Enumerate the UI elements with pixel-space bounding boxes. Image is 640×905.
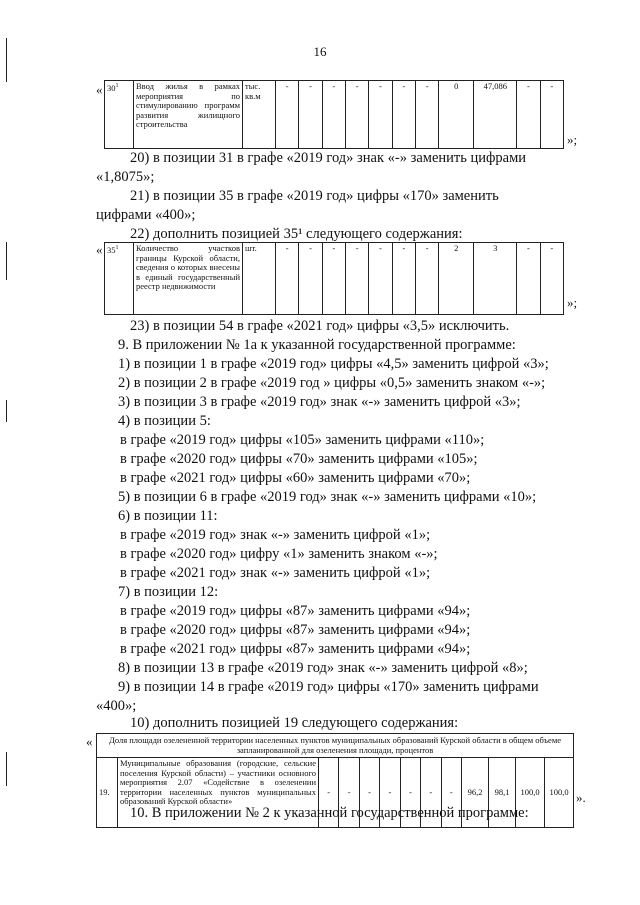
text-line: 9. В приложении № 1а к указанной государственной программе: xyxy=(118,337,516,353)
text-line: 22) дополнить позицией 35¹ следующего содержания: xyxy=(130,226,463,242)
value-cell: 96,2 xyxy=(462,758,489,828)
table-position-30-1 xyxy=(104,80,564,149)
value-cell: - xyxy=(392,243,415,315)
open-quote: « xyxy=(96,82,103,97)
position-cell: $35^1$ xyxy=(105,243,134,315)
margin-mark-mid xyxy=(6,242,7,280)
value-cell: - xyxy=(392,81,415,149)
value-cell: 3 xyxy=(474,243,517,315)
value-cell: - xyxy=(400,758,420,828)
value-cell: - xyxy=(415,81,438,149)
value-cell: 98,1 xyxy=(489,758,516,828)
value-cell: - xyxy=(322,243,345,315)
value-cell: - xyxy=(276,81,299,149)
unit-cell: шт. xyxy=(243,243,276,315)
text-line: 10. В приложении № 2 к указанной государственной программе: xyxy=(130,805,529,821)
text-line: 5) в позиции 6 в графе «2019 год» знак «-» заменить цифрами «10»; xyxy=(118,489,537,505)
position-cell: $30^1$ xyxy=(105,81,134,149)
value-cell: - xyxy=(415,243,438,315)
text-line: 8) в позиции 13 в графе «2019 год» знак «-» заменить цифрой «8»; xyxy=(118,660,528,676)
position-cell: 19. xyxy=(97,758,118,828)
value-cell: - xyxy=(319,758,339,828)
value-cell: - xyxy=(299,81,322,149)
close-quote: »; xyxy=(567,295,578,310)
text-line: 2) в позиции 2 в графе «2019 год » цифры «0,5» заменить знаком «-»; xyxy=(118,375,546,391)
open-quote: « xyxy=(86,734,93,749)
text-line: 20) в позиции 31 в графе «2019 год» знак «-» заменить цифрами xyxy=(130,150,527,166)
value-cell: - xyxy=(380,758,400,828)
value-cell: 100,0 xyxy=(516,758,545,828)
text-line: в графе «2021 год» знак «-» заменить цифрой «1»; xyxy=(120,565,431,581)
margin-mark-top xyxy=(6,38,7,82)
text-line: в графе «2019 год» цифры «105» заменить цифрами «110»; xyxy=(120,432,485,448)
text-line: 6) в позиции 11: xyxy=(118,508,218,524)
margin-mark-low xyxy=(6,400,7,422)
text-line: 4) в позиции 5: xyxy=(118,413,211,429)
text-line: в графе «2020 год» цифры «70» заменить цифрами «105»; xyxy=(120,451,478,467)
text-line: 9) в позиции 14 в графе «2019 год» цифры «170» заменить цифрами xyxy=(118,679,539,695)
value-cell: - xyxy=(369,81,392,149)
text-line: 23) в позиции 54 в графе «2021 год» цифры «3,5» исключить. xyxy=(130,318,510,334)
text-line: 21) в позиции 35 в графе «2019 год» цифры «170» заменить xyxy=(130,188,499,204)
value-cell: - xyxy=(517,81,540,149)
value-cell: 100,0 xyxy=(545,758,574,828)
value-cell: - xyxy=(359,758,379,828)
value-cell: 0 xyxy=(439,81,474,149)
value-cell: - xyxy=(322,81,345,149)
text-line: в графе «2020 год» цифру «1» заменить знаком «-»; xyxy=(120,546,438,562)
text-line: в графе «2019 год» знак «-» заменить цифрой «1»; xyxy=(120,527,431,543)
text-line: в графе «2021 год» цифры «87» заменить цифрами «94»; xyxy=(120,641,471,657)
text-line: цифрами «400»; xyxy=(96,207,196,223)
value-cell: - xyxy=(276,243,299,315)
text-line: «1,8075»; xyxy=(96,169,155,185)
text-line: «400»; xyxy=(96,698,137,714)
value-cell: - xyxy=(345,81,368,149)
value-cell: 47,086 xyxy=(474,81,517,149)
value-cell: - xyxy=(299,243,322,315)
open-quote: « xyxy=(96,242,103,257)
value-cell: - xyxy=(339,758,359,828)
value-cell: 2 xyxy=(439,243,474,315)
description-cell: Ввод жилья в рамках мероприятия по стимулированию программ развития жилищного строительства xyxy=(134,81,243,149)
text-line: в графе «2021 год» цифры «60» заменить цифрами «70»; xyxy=(120,470,471,486)
page-number: 16 xyxy=(313,44,327,59)
value-cell: - xyxy=(421,758,441,828)
value-cell: - xyxy=(345,243,368,315)
close-quote: ». xyxy=(576,790,586,805)
description-cell: Количество участков границы Курской области, сведения о которых внесены в единый государственный реестр недвижимости xyxy=(134,243,243,315)
value-cell: - xyxy=(441,758,461,828)
value-cell: - xyxy=(369,243,392,315)
margin-mark-bottom xyxy=(6,752,7,786)
table-position-35-1 xyxy=(104,242,564,315)
value-cell: - xyxy=(540,243,563,315)
text-line: в графе «2019 год» цифры «87» заменить цифрами «94»; xyxy=(120,603,471,619)
text-line: 3) в позиции 3 в графе «2019 год» знак «-» заменить цифрой «3»; xyxy=(118,394,521,410)
value-cell: - xyxy=(540,81,563,149)
text-line: 1) в позиции 1 в графе «2019 год» цифры «4,5» заменить цифрой «3»; xyxy=(118,356,549,372)
text-line: в графе «2020 год» цифры «87» заменить цифрами «94»; xyxy=(120,622,471,638)
unit-cell: тыс. кв.м xyxy=(243,81,276,149)
close-quote: »; xyxy=(567,132,578,147)
text-line: 7) в позиции 12: xyxy=(118,584,219,600)
description-cell: Муниципальные образования (городские, сельские поселения Курской области) – участники основного мероприятия 2.07 «Содействие в озеленении территории населенных пунктов муниципальных образований Курской области» xyxy=(118,758,319,828)
value-cell: - xyxy=(517,243,540,315)
text-line: 10) дополнить позицией 19 следующего содержания: xyxy=(130,715,459,731)
table-header: Доля площади озелененной территории населенных пунктов муниципальных образований Курской области в общем объеме запланированной для озеленения площади, процентов xyxy=(97,734,574,758)
